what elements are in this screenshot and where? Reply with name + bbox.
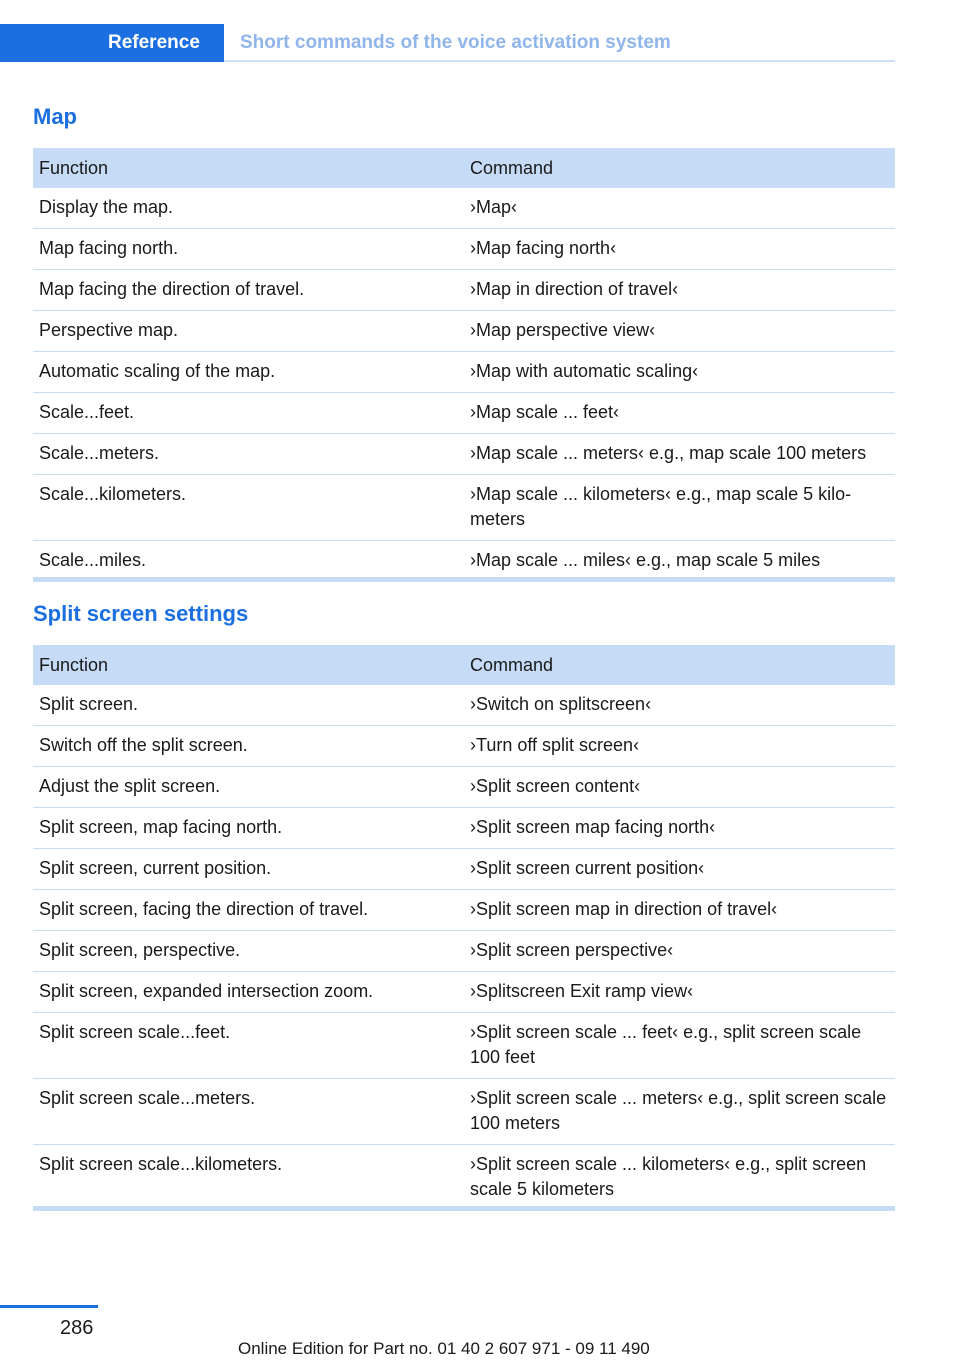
command-cell: ›Split screen map in direction of travel‹ [464, 890, 895, 931]
split-screen-heading: Split screen settings [33, 601, 249, 626]
function-cell: Scale...miles. [33, 541, 464, 580]
table-row [33, 1079, 895, 1145]
table-row [33, 352, 895, 393]
table-row [33, 393, 895, 434]
command-cell: ›Map with automatic scaling‹ [464, 352, 895, 393]
function-cell: Scale...meters. [33, 434, 464, 475]
command-cell: ›Map scale ... miles‹ e.g., map scale 5 miles [464, 541, 895, 580]
table-row [33, 849, 895, 890]
command-cell: ›Split screen current position‹ [464, 849, 895, 890]
command-cell: ›Map scale ... meters‹ e.g., map scale 100 meters [464, 434, 895, 475]
column-header-function: Function [33, 645, 464, 685]
command-cell: ›Turn off split screen‹ [464, 726, 895, 767]
page-number: 286 [60, 1317, 94, 1339]
table-row [33, 890, 895, 931]
section-tab: Reference [0, 24, 224, 62]
command-cell: ›Switch on splitscreen‹ [464, 685, 895, 726]
header-rule [224, 60, 895, 62]
function-cell: Display the map. [33, 188, 464, 229]
command-cell: ›Split screen map facing north‹ [464, 808, 895, 849]
command-cell: ›Split screen perspective‹ [464, 931, 895, 972]
function-cell: Split screen, facing the direction of travel. [33, 890, 464, 931]
table-row [33, 808, 895, 849]
table-row [33, 767, 895, 808]
command-cell: ›Split screen scale ... kilometers‹ e.g., split screen scale 5 kilometers [464, 1145, 895, 1209]
function-cell: Split screen scale...kilometers. [33, 1145, 464, 1209]
table-row [33, 541, 895, 580]
column-header-command: Command [464, 148, 895, 188]
function-cell: Map facing the direction of travel. [33, 270, 464, 311]
table-row [33, 475, 895, 541]
function-cell: Split screen, map facing north. [33, 808, 464, 849]
function-cell: Split screen scale...meters. [33, 1079, 464, 1145]
command-cell: ›Map in direction of travel‹ [464, 270, 895, 311]
footer-rule [0, 1305, 98, 1308]
command-cell: ›Map facing north‹ [464, 229, 895, 270]
command-cell: ›Splitscreen Exit ramp view‹ [464, 972, 895, 1013]
function-cell: Scale...feet. [33, 393, 464, 434]
table-header-row [33, 645, 895, 685]
page-header [0, 24, 960, 62]
command-cell: ›Map scale ... feet‹ [464, 393, 895, 434]
command-cell: ›Split screen scale ... meters‹ e.g., split screen scale 100 meters [464, 1079, 895, 1145]
command-cell: ›Map‹ [464, 188, 895, 229]
table-row [33, 270, 895, 311]
table-row [33, 229, 895, 270]
function-cell: Split screen scale...feet. [33, 1013, 464, 1079]
map-table [33, 148, 895, 582]
split-screen-table [33, 645, 895, 1211]
column-header-function: Function [33, 148, 464, 188]
function-cell: Split screen, current position. [33, 849, 464, 890]
function-cell: Split screen. [33, 685, 464, 726]
table-row [33, 188, 895, 229]
table-row [33, 972, 895, 1013]
table-row [33, 726, 895, 767]
table-row [33, 931, 895, 972]
function-cell: Split screen, perspective. [33, 931, 464, 972]
edition-note: Online Edition for Part no. 01 40 2 607 971 - 09 11 490 [238, 1339, 650, 1358]
table-row [33, 685, 895, 726]
command-cell: ›Map perspective view‹ [464, 311, 895, 352]
table-row [33, 1145, 895, 1209]
chapter-title: Short commands of the voice activation system [240, 32, 671, 53]
table-row [33, 311, 895, 352]
function-cell: Switch off the split screen. [33, 726, 464, 767]
column-header-command: Command [464, 645, 895, 685]
table-header-row [33, 148, 895, 188]
function-cell: Split screen, expanded intersection zoom. [33, 972, 464, 1013]
function-cell: Adjust the split screen. [33, 767, 464, 808]
function-cell: Perspective map. [33, 311, 464, 352]
map-heading: Map [33, 104, 77, 129]
function-cell: Map facing north. [33, 229, 464, 270]
function-cell: Automatic scaling of the map. [33, 352, 464, 393]
function-cell: Scale...kilometers. [33, 475, 464, 541]
command-cell: ›Split screen content‹ [464, 767, 895, 808]
table-row [33, 434, 895, 475]
command-cell: ›Split screen scale ... feet‹ e.g., split screen scale 100 feet [464, 1013, 895, 1079]
table-row [33, 1013, 895, 1079]
command-cell: ›Map scale ... kilometers‹ e.g., map scale 5 kilo‑ meters [464, 475, 895, 541]
